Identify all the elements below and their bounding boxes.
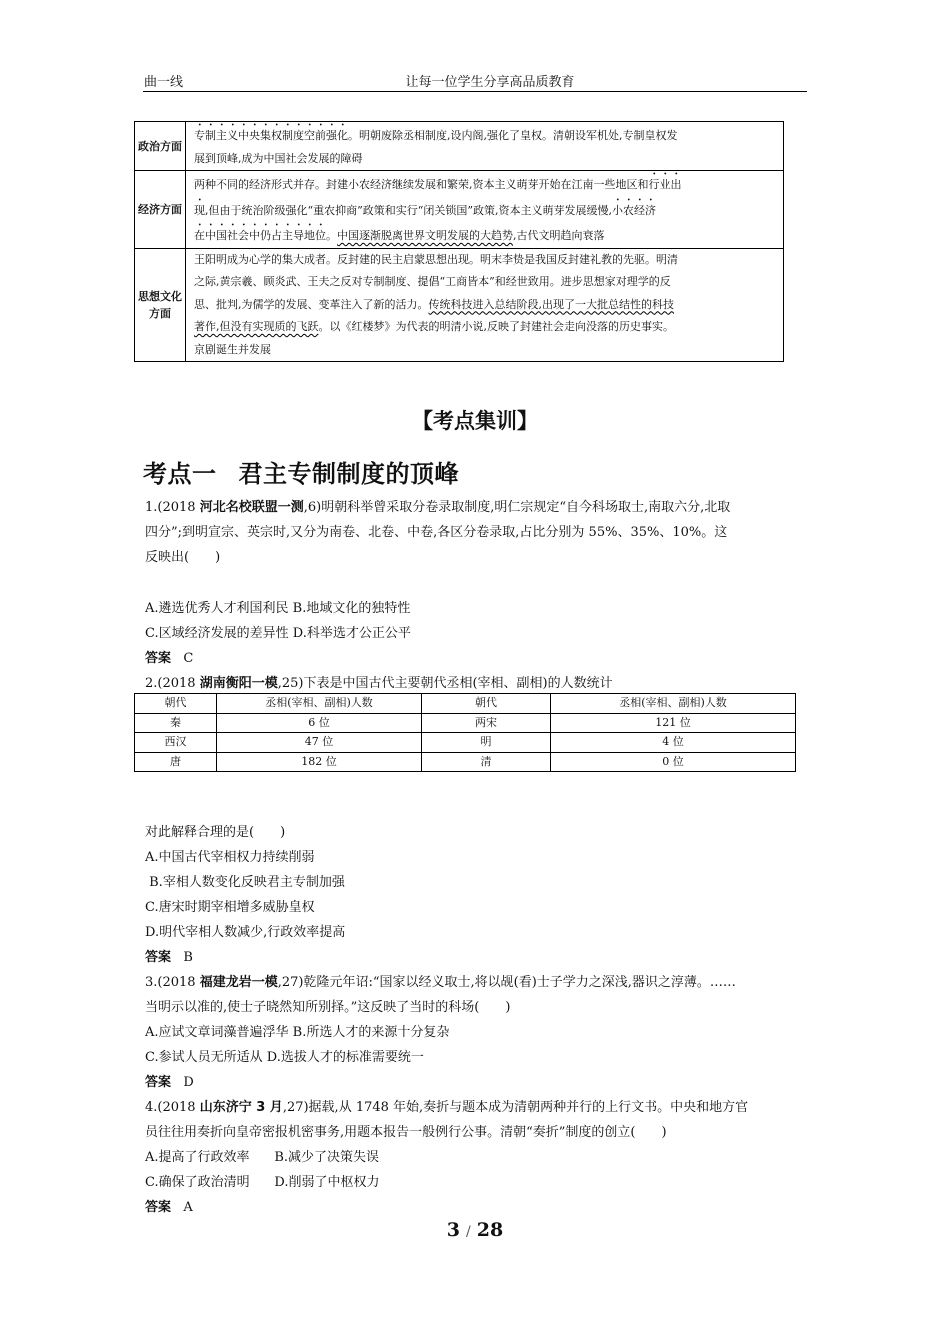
q3-option: A.应试文章词藻普遍浮华 B.所选人才的来源十分复杂 [145, 1025, 450, 1040]
table-header-cell: 丞相(宰相、副相)人数 [551, 694, 796, 714]
summary-text: 小农经济 [611, 203, 656, 217]
q1-answer [145, 647, 193, 666]
summary-category-text: 政治方面 [138, 139, 182, 153]
q2-stem-question: 对此解释合理的是( ) [145, 825, 286, 840]
summary-text: 京剧诞生并发展 [194, 342, 271, 356]
page-number [0, 1219, 950, 1241]
q4-line-2 [145, 1121, 667, 1140]
summary-line [194, 222, 777, 248]
summary-row [135, 248, 784, 362]
summary-category-text: 方面 [149, 306, 171, 320]
header-brand: 曲一线 [144, 75, 184, 90]
answer-label: 答案 [145, 950, 172, 965]
q3-option: C.参试人员无所适从 D.选拔人才的标准需要统一 [145, 1050, 424, 1065]
table-cell: 182 位 [217, 752, 422, 772]
q1-line-3 [145, 546, 220, 565]
q2-option: B.宰相人数变化反映君主专制加强 [145, 875, 345, 890]
summary-text: 。 [326, 229, 337, 242]
summary-text: 著作,但没有实现质的飞跃 [194, 320, 319, 333]
table-header-cell: 朝代 [135, 694, 217, 714]
answer-value: D [183, 1075, 194, 1090]
table-header-row [135, 694, 796, 714]
q2-option: A.中国古代宰相权力持续削弱 [145, 850, 315, 865]
summary-text: 行业出 [648, 178, 682, 191]
summary-text: 思、批判,为儒学的发展、变革注入了新的活力。 [194, 297, 429, 311]
question-text: 2.(2018 [145, 676, 200, 691]
q2-answer [145, 946, 193, 965]
summary-line [194, 249, 777, 272]
question-source: 湖南衡阳一模 [199, 676, 278, 691]
summary-line [194, 271, 777, 294]
summary-text: ,但由于统治阶级强化“重农抑商”政策和实行“闭关锁国”政策,资本主义萌芽发展缓慢, [205, 203, 612, 217]
question-text: ,25)下表是中国古代主要朝代丞相(宰相、副相)的人数统计 [277, 676, 613, 691]
summary-category [135, 248, 186, 362]
table-cell: 两宋 [422, 713, 551, 733]
summary-text: 之际,黄宗羲、顾炎武、王夫之反对专制制度、提倡“工商皆本”和经世致用。进步思想家对理学的反 [194, 275, 671, 288]
summary-line [194, 148, 777, 171]
answer-label: 答案 [145, 1075, 172, 1090]
header-rule [143, 91, 807, 92]
chancellor-count-table [134, 693, 796, 772]
q1-line-1 [145, 496, 730, 515]
q3-answer [145, 1071, 194, 1090]
table-header-cell: 丞相(宰相、副相)人数 [217, 694, 422, 714]
table-cell: 47 位 [217, 733, 422, 753]
summary-row [135, 171, 784, 249]
summary-text: 展到顶峰,成为中国社会发展的障碍 [194, 151, 363, 165]
summary-line [194, 171, 777, 197]
q2-line-1 [145, 672, 613, 691]
q4-option: C.确保了政治清明 D.削弱了中枢权力 [145, 1175, 380, 1190]
summary-category [135, 171, 186, 249]
question-source: 山东济宁 3 月 [199, 1100, 283, 1115]
q1-option: A.遴选优秀人才利国利民 B.地域文化的独特性 [145, 601, 411, 616]
header-slogan: 让每一位学生分享高品质教育 [405, 75, 575, 90]
table-cell: 明 [422, 733, 551, 753]
section-number: 考点一 [143, 460, 217, 488]
q4-option: A.提高了行政效率 B.减少了决策失误 [145, 1150, 380, 1165]
summary-category-text: 思想文化 [138, 289, 182, 303]
question-text: 反映出( ) [145, 550, 221, 565]
table-cell: 西汉 [135, 733, 217, 753]
answer-value: A [183, 1200, 193, 1215]
summary-text: 现 [194, 203, 205, 217]
summary-text: 。以《红楼梦》为代表的明清小说,反映了封建社会走向没落的历史事实。 [318, 320, 674, 333]
q4-line-1 [145, 1096, 748, 1115]
summary-description [186, 248, 784, 362]
table-row [135, 733, 796, 753]
q3-line-1 [145, 971, 736, 990]
answer-label: 答案 [145, 1200, 172, 1215]
summary-text: 两种不同的经济形式并存。封建小农经济继续发展和繁荣,资本主义萌芽开始在江南一些地区和 [194, 178, 649, 191]
summary-category [135, 122, 186, 171]
question-text: 3.(2018 [145, 975, 200, 990]
page-total: 28 [476, 1219, 504, 1241]
table-cell: 121 位 [551, 713, 796, 733]
table-header-cell: 朝代 [422, 694, 551, 714]
summary-row [135, 122, 784, 171]
answer-value: B [183, 950, 193, 965]
summary-category-text: 经济方面 [138, 202, 182, 216]
summary-line [194, 122, 777, 148]
question-text: 4.(2018 [145, 1100, 200, 1115]
summary-text: 专制主义中央集权制度空前强化 [194, 129, 348, 142]
q4-answer [145, 1196, 193, 1215]
question-text: 四分”;到明宣宗、英宗时,又分为南卷、北卷、中卷,各区分卷录取,占比分别为 55%、35%、10%。这 [145, 525, 728, 540]
table-cell: 4 位 [551, 733, 796, 753]
table-row [135, 752, 796, 772]
summary-text: 传统科技进入总结阶段,出现了一大批总结性的科技 [428, 297, 674, 311]
question-text: ,6)明朝科举曾采取分卷录取制度,明仁宗规定“自今科场取士,南取六分,北取 [303, 500, 731, 515]
summary-text: 中国逐渐脱离世界文明发展的大趋势 [337, 229, 513, 242]
summary-line [194, 339, 777, 362]
q2-option: D.明代宰相人数减少,行政效率提高 [145, 925, 346, 940]
table-cell: 秦 [135, 713, 217, 733]
section-heading: 【考点集训】 [412, 409, 538, 433]
table-cell: 6 位 [217, 713, 422, 733]
question-source: 福建龙岩一模 [199, 975, 278, 990]
summary-line [194, 294, 777, 317]
q3-line-2 [145, 996, 510, 1015]
question-text: 员往往用奏折向皇帝密报机密事务,用题本报告一般例行公事。清朝“奏折”制度的创立( ) [145, 1125, 667, 1140]
page-separator: / [466, 1224, 471, 1240]
summary-description [186, 122, 784, 171]
question-text: 当明示以准的,使士子晓然知所别择。”这反映了当时的科场( ) [145, 1000, 511, 1015]
question-text: ,27)据载,从 1748 年始,奏折与题本成为清朝两种并行的上行文书。中央和地方官 [282, 1100, 749, 1115]
question-text: ,27)乾隆元年诏:“国家以经义取士,将以觇(看)士子学力之深浅,器识之淳薄。…… [277, 975, 736, 990]
table-cell: 唐 [135, 752, 217, 772]
summary-line [194, 197, 777, 223]
summary-table [134, 121, 784, 362]
q1-line-2 [145, 521, 727, 540]
answer-label: 答案 [145, 651, 172, 666]
answer-value: C [183, 651, 194, 666]
table-cell: 0 位 [551, 752, 796, 772]
summary-line [194, 316, 777, 339]
summary-text: 在中国社会中仍占主导地位 [194, 229, 326, 242]
section-title-text: 君主专制制度的顶峰 [238, 460, 459, 488]
summary-text: 王阳明成为心学的集大成者。反封建的民主启蒙思想出现。明末李贽是我国反封建礼教的先驱。明清 [194, 252, 678, 266]
summary-description [186, 171, 784, 249]
section-title [143, 454, 459, 489]
question-source: 河北名校联盟一测 [199, 500, 304, 515]
table-row [135, 713, 796, 733]
question-text: 1.(2018 [145, 500, 200, 515]
table-cell: 清 [422, 752, 551, 772]
summary-text: ,古代文明趋向衰落 [513, 229, 605, 242]
q1-option: C.区域经济发展的差异性 D.科举选才公正公平 [145, 626, 411, 641]
page-current: 3 [446, 1219, 461, 1241]
summary-text: 。明朝废除丞相制度,设内阁,强化了皇权。清朝设军机处,专制皇权发 [348, 129, 678, 142]
q2-option: C.唐宋时期宰相增多威胁皇权 [145, 900, 315, 915]
